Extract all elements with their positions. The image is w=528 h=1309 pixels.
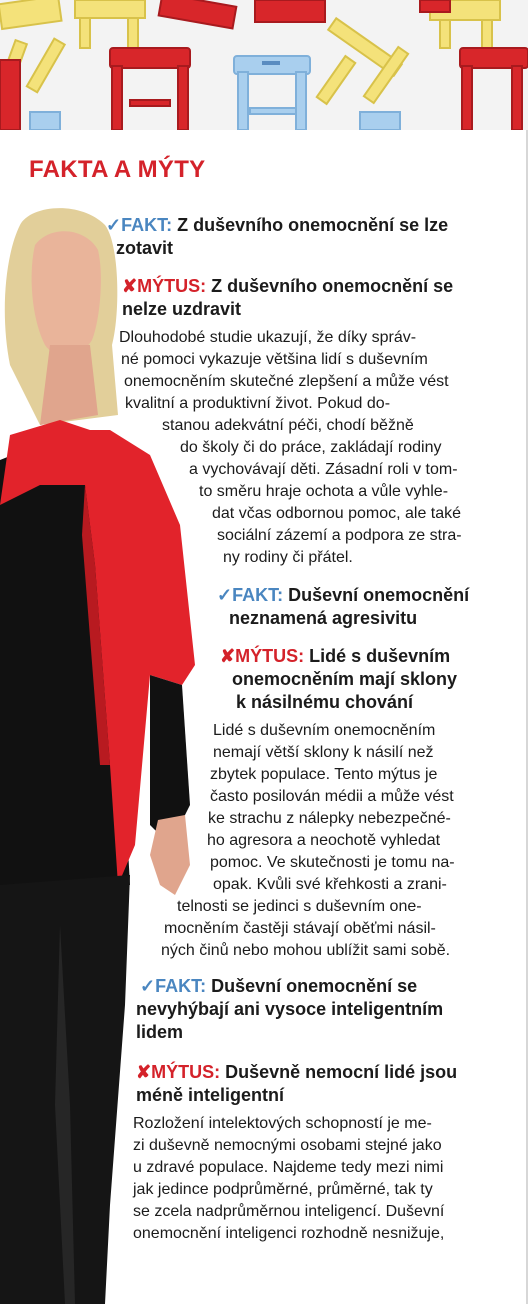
body-line: né pomoci vykazuje většina lidí s duševním <box>121 351 428 368</box>
body-line: Rozložení intelektových schopností je me- <box>133 1115 432 1132</box>
body-line: mocněním častěji stávají oběťmi násil- <box>164 920 436 937</box>
mytus-label: MÝTUS: <box>137 276 207 296</box>
body-line: se zcela nadprůměrnou inteligencí. Duševní <box>133 1203 445 1220</box>
item1-mytus <box>122 275 453 321</box>
banner-image <box>0 0 528 130</box>
fakt-text-line: Z duševního onemocnění se lze <box>177 215 449 235</box>
fakt-text-line: zotavit <box>116 238 174 258</box>
body-line: zi duševně nemocnými osobami stejné jako <box>133 1137 442 1154</box>
fakt-label: FAKT: <box>232 585 284 605</box>
page-title: FAKTA A MÝTY <box>29 156 206 183</box>
body-line: a vychovávají děti. Zásadní roli v tom- <box>189 461 458 478</box>
fakt-text-line: Duševní onemocnění <box>288 585 470 605</box>
check-icon: ✓ <box>140 976 156 996</box>
item3-body <box>133 1113 444 1245</box>
body-line: onemocnění inteligenci rozhodně nesnižuje, <box>133 1225 445 1242</box>
stools-pattern-icon <box>0 0 528 130</box>
mytus-text-line: nelze uzdravit <box>122 299 242 319</box>
fakt-text-line: lidem <box>136 1022 184 1042</box>
item2-mytus <box>220 645 457 714</box>
mytus-text-line: onemocněním mají sklony <box>232 669 458 689</box>
body-line: jak jedince podprůměrné, průměrné, tak ty <box>133 1181 433 1198</box>
item3-fakt <box>136 975 443 1044</box>
mytus-label: MÝTUS: <box>235 646 305 666</box>
cross-icon: ✘ <box>122 276 138 296</box>
body-line: ho agresora a neochotě vyhledat <box>207 832 441 849</box>
item1-fakt <box>106 214 448 260</box>
cross-icon: ✘ <box>136 1062 152 1082</box>
fakt-text-line: Duševní onemocnění se <box>211 976 418 996</box>
body-line: opak. Kvůli své křehkosti a zrani- <box>213 876 447 893</box>
item2-body <box>0 720 455 962</box>
mytus-label: MÝTUS: <box>151 1062 221 1082</box>
body-line: nemají větší sklony k násilí než <box>213 744 434 761</box>
body-line: do školy či do práce, zakládají rodiny <box>180 439 442 456</box>
body-line: stanou adekvátní péči, chodí běžně <box>162 417 414 434</box>
body-line: zbytek populace. Tento mýtus je <box>210 766 438 783</box>
body-line: Dlouhodobé studie ukazují, že díky správ- <box>119 329 417 346</box>
body-line: ných činů nebo mohou ublížit sami sobě. <box>161 942 451 959</box>
mytus-text-line: Duševně nemocní lidé jsou <box>225 1062 458 1082</box>
body-line: dat včas odbornou pomoc, ale také <box>212 505 462 522</box>
mytus-text-line: k násilnému chování <box>236 692 414 712</box>
mytus-text-line: Lidé s duševním <box>309 646 451 666</box>
body-line: onemocněním skutečné zlepšení a může vést <box>124 373 449 390</box>
cross-icon: ✘ <box>220 646 236 666</box>
body-line: u zdravé populace. Najdeme tedy mezi nimi <box>133 1159 444 1176</box>
body-line: často posilován médii a může vést <box>210 788 454 805</box>
check-icon: ✓ <box>106 215 122 235</box>
mytus-text-line: Z duševního onemocnění se <box>211 276 454 296</box>
check-icon: ✓ <box>217 585 233 605</box>
body-line: to směru hraje ochota a vůle vyhle- <box>199 483 449 500</box>
body-line: ny rodiny či přátel. <box>223 549 353 566</box>
item2-fakt <box>217 584 469 630</box>
mytus-text-line: méně inteligentní <box>136 1085 285 1105</box>
body-line: sociální zázemí a podpora ze stra- <box>217 527 462 544</box>
body-line: Lidé s duševním onemocněním <box>213 722 436 739</box>
fakt-label: FAKT: <box>121 215 173 235</box>
fakt-label: FAKT: <box>155 976 207 996</box>
fakt-text-line: nevyhýbají ani vysoce inteligentním <box>136 999 444 1019</box>
fakt-text-line: neznamená agresivitu <box>229 608 418 628</box>
item3-mytus <box>136 1061 457 1107</box>
body-line: ke strachu z nálepky nebezpečné- <box>208 810 451 827</box>
body-line: pomoc. Ve skutečnosti je tomu na- <box>210 854 455 871</box>
body-line: telnosti se jedinci s duševním one- <box>177 898 422 915</box>
body-line: kvalitní a produktivní život. Pokud do- <box>125 395 391 412</box>
item1-body <box>0 327 462 569</box>
